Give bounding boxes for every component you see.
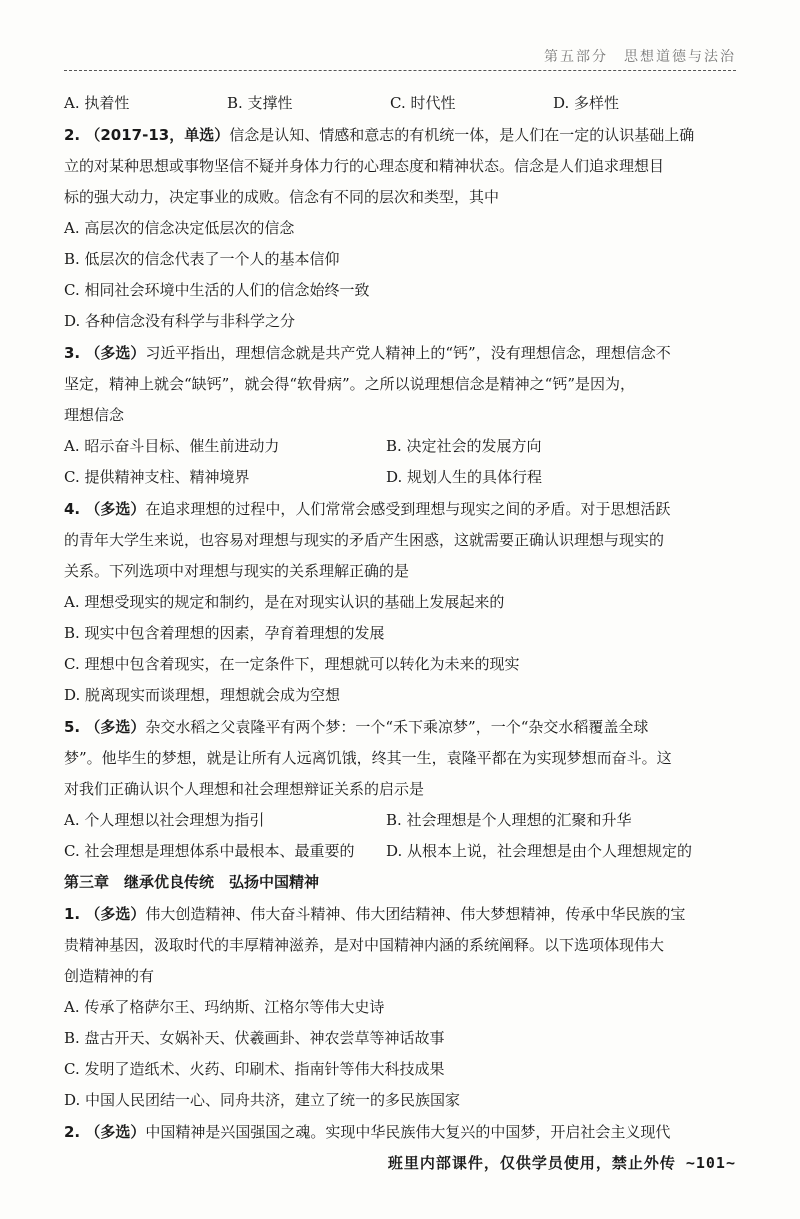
question-2-tag: 2. （2017-13，单选）	[64, 126, 230, 144]
question-4-text: 的青年大学生来说，也容易对理想与现实的矛盾产生困惑，这就需要正确认识理想与现实的	[64, 531, 665, 549]
question-5-option-d: D. 从根本上说，社会理想是由个人理想规定的	[386, 842, 693, 860]
question-2-option-d: D. 各种信念没有科学与非科学之分	[64, 312, 296, 330]
question-4-option-c: C. 理想中包含着现实，在一定条件下，理想就可以转化为未来的现实	[64, 655, 520, 673]
chapter3-question-1-text: 伟大创造精神、伟大奋斗精神、伟大团结精神、伟大梦想精神，传承中华民族的宝	[145, 905, 686, 923]
question-3-option-b: B. 决定社会的发展方向	[386, 437, 542, 455]
chapter3-question-1-text: 贵精神基因，汲取时代的丰厚精神滋养，是对中国精神内涵的系统阐释。以下选项体现伟大	[64, 936, 665, 954]
question-3-option-a: A. 昭示奋斗目标、催生前进动力	[64, 437, 280, 455]
question-5-text: 杂交水稻之父袁隆平有两个梦：一个“禾下乘凉梦”，一个“杂交水稻覆盖全球	[145, 718, 649, 736]
question-3-text: 理想信念	[64, 406, 125, 424]
question-3-tag: 3. （多选）	[64, 344, 146, 362]
question-4	[64, 494, 740, 711]
chapter3-question-2-text: 中国精神是兴国强国之魂。实现中华民族伟大复兴的中国梦，开启社会主义现代	[145, 1123, 671, 1141]
question-4-option-d: D. 脱离现实而谈理想，理想就会成为空想	[64, 686, 341, 704]
question-5-text: 梦”。他毕生的梦想，就是让所有人远离饥饿，终其一生，袁隆平都在为实现梦想而奋斗。这	[64, 749, 672, 767]
page-content	[64, 88, 740, 1148]
page-header	[64, 44, 736, 71]
question-3-option-c: C. 提供精神支柱、精神境界	[64, 468, 250, 486]
question-2-text: 信念是认知、情感和意志的有机统一体，是人们在一定的认识基础上确	[229, 126, 695, 144]
question-3-option-d: D. 规划人生的具体行程	[386, 468, 543, 486]
section-title: 第五部分 思想道德与法治	[544, 49, 736, 65]
q1-option-a: A. 执着性	[64, 94, 130, 112]
question-2-option-b: B. 低层次的信念代表了一个人的基本信仰	[64, 250, 340, 268]
question-5-tag: 5. （多选）	[64, 718, 146, 736]
question-5-option-c: C. 社会理想是理想体系中最根本、最重要的	[64, 842, 355, 860]
question-2-option-a: A. 高层次的信念决定低层次的信念	[64, 219, 295, 237]
question-3	[64, 338, 740, 493]
chapter3-question-1-option-d: D. 中国人民团结一心、同舟共济，建立了统一的多民族国家	[64, 1091, 461, 1109]
chapter3-question-1-option-a: A. 传承了格萨尔王、玛纳斯、江格尔等伟大史诗	[64, 998, 385, 1016]
question-5-option-a: A. 个人理想以社会理想为指引	[64, 811, 265, 829]
question-4-tag: 4. （多选）	[64, 500, 146, 518]
chapter3-question-2-tag: 2. （多选）	[64, 1123, 146, 1141]
question-2	[64, 120, 740, 337]
chapter3-question-2	[64, 1117, 740, 1148]
question-2-text: 标的强大动力，决定事业的成败。信念有不同的层次和类型，其中	[64, 188, 500, 206]
question-5-text: 对我们正确认识个人理想和社会理想辩证关系的启示是	[64, 780, 425, 798]
q1-options	[64, 88, 740, 119]
question-4-text: 在追求理想的过程中，人们常常会感受到理想与现实之间的矛盾。对于思想活跃	[145, 500, 671, 518]
q1-option-d: D. 多样性	[553, 94, 620, 112]
question-2-text: 立的对某种思想或事物坚信不疑并身体力行的心理态度和精神状态。信念是人们追求理想目	[64, 157, 665, 175]
chapter3-question-1-text: 创造精神的有	[64, 967, 155, 985]
question-5	[64, 712, 740, 867]
chapter-heading: 第三章 继承优良传统 弘扬中国精神	[64, 873, 320, 891]
chapter3-question-1-option-c: C. 发明了造纸术、火药、印刷术、指南针等伟大科技成果	[64, 1060, 445, 1078]
question-4-option-b: B. 现实中包含着理想的因素，孕育着理想的发展	[64, 624, 385, 642]
chapter3-question-1	[64, 899, 740, 1116]
chapter3-question-1-tag: 1. （多选）	[64, 905, 146, 923]
question-5-option-b: B. 社会理想是个人理想的汇聚和升华	[386, 811, 632, 829]
question-2-option-c: C. 相同社会环境中生活的人们的信念始终一致	[64, 281, 370, 299]
chapter3-question-1-option-b: B. 盘古开天、女娲补天、伏羲画卦、神农尝草等神话故事	[64, 1029, 445, 1047]
page-footer: 班里内部课件，仅供学员使用，禁止外传 ~101~	[387, 1154, 736, 1172]
question-3-text: 坚定，精神上就会“缺钙”，就会得“软骨病”。之所以说理想信念是精神之“钙”是因为，	[64, 375, 636, 393]
question-3-text: 习近平指出，理想信念就是共产党人精神上的“钙”，没有理想信念，理想信念不	[145, 344, 671, 362]
q1-option-b: B. 支撑性	[227, 94, 293, 112]
question-4-option-a: A. 理想受现实的规定和制约，是在对现实认识的基础上发展起来的	[64, 593, 505, 611]
question-4-text: 关系。下列选项中对理想与现实的关系理解正确的是	[64, 562, 410, 580]
q1-option-c: C. 时代性	[390, 94, 456, 112]
